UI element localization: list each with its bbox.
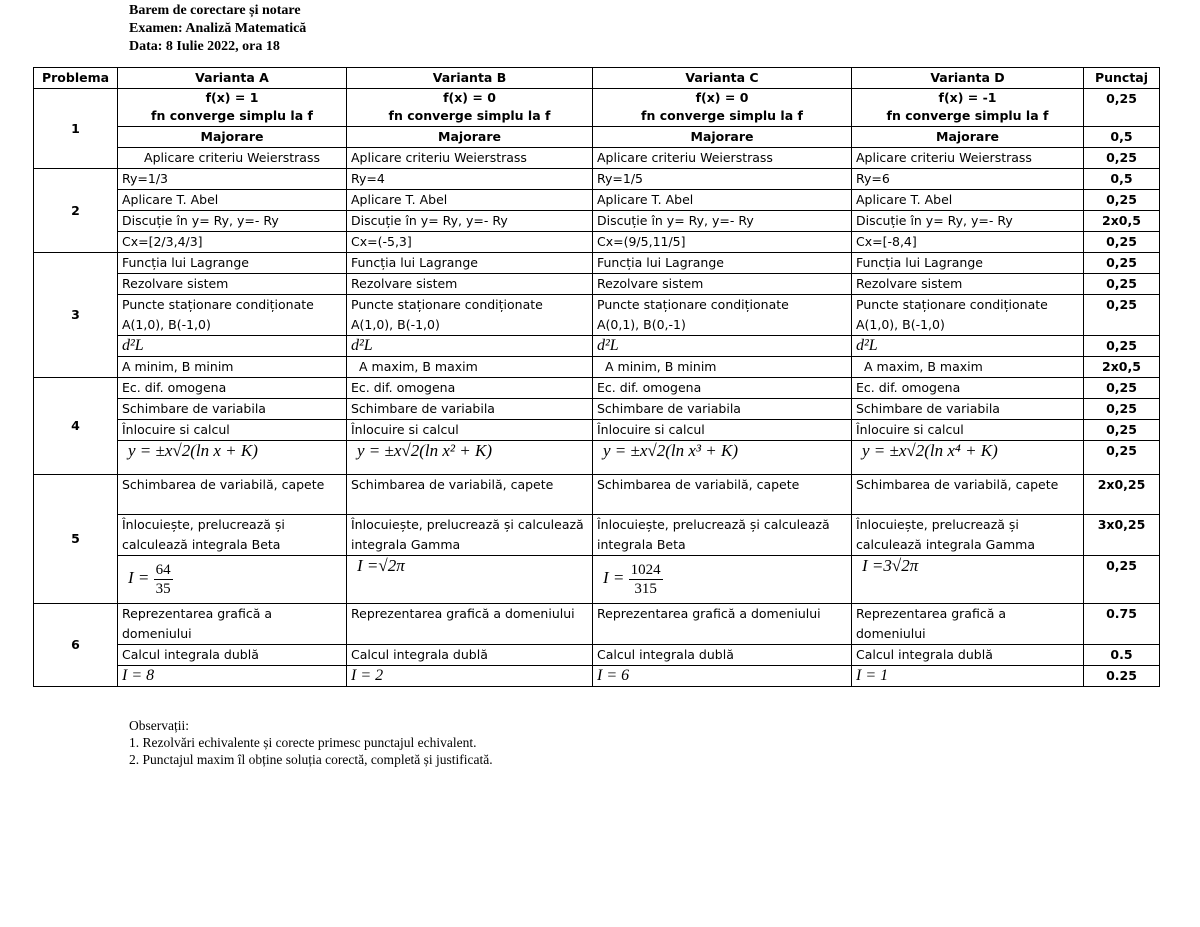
table-row — [34, 357, 1160, 378]
cell-a — [118, 295, 347, 336]
cell-c: Discuție în y= Ry, y=- Ry — [593, 211, 852, 232]
cell-c: Calcul integrala dublă — [593, 645, 852, 666]
problem-number: 3 — [34, 253, 118, 378]
convergence-text: fn converge simplu la f — [886, 108, 1049, 123]
cell-b: Schimbarea de variabilă, capete — [347, 475, 593, 515]
points-cell: 0,25 — [1084, 399, 1160, 420]
formula-radicand: 2(ln x² + K) — [410, 441, 492, 460]
result-coefficient: 3 — [883, 556, 892, 575]
integral-symbol: I = — [357, 556, 379, 575]
cell-c: Majorare — [593, 127, 852, 148]
problem-number: 1 — [34, 89, 118, 169]
cell-a — [118, 89, 347, 127]
cell-c: Înlocuiește, prelucrează și calculează integrala Beta — [593, 515, 852, 556]
table-row — [34, 148, 1160, 169]
problem-number: 6 — [34, 604, 118, 687]
col-header-varianta-c: Varianta C — [593, 68, 852, 89]
table-row — [34, 336, 1160, 357]
cell-c — [593, 295, 852, 336]
function-value: f(x) = 0 — [695, 90, 749, 105]
cell-c: Rezolvare sistem — [593, 274, 852, 295]
col-header-varianta-a: Varianta A — [118, 68, 347, 89]
formula-radicand: 2(ln x³ + K) — [656, 441, 738, 460]
cell-a: Discuție în y= Ry, y=- Ry — [118, 211, 347, 232]
cell-d: Înlocuire si calcul — [852, 420, 1084, 441]
sqrt-symbol: √ — [906, 441, 916, 460]
cell-a — [118, 556, 347, 604]
points-cell: 0.75 — [1084, 604, 1160, 645]
table-row — [34, 604, 1160, 645]
observation-item: 1. Rezolvări echivalente și corecte primesc punctajul echivalent. — [129, 735, 477, 750]
points-cell: 0,25 — [1084, 89, 1160, 127]
stationary-points-label: Puncte staționare condiționate — [122, 297, 314, 312]
points-cell: 0.5 — [1084, 645, 1160, 666]
result-radicand: 2π — [901, 556, 919, 575]
table-row — [34, 295, 1160, 336]
observations — [129, 717, 493, 768]
cell-d: Ec. dif. omogena — [852, 378, 1084, 399]
cell-b: Înlocuiește, prelucrează și calculează integrala Gamma — [347, 515, 593, 556]
points-cell: 2x0,5 — [1084, 357, 1160, 378]
problem-number: 5 — [34, 475, 118, 604]
table-row — [34, 399, 1160, 420]
cell-b: Ec. dif. omogena — [347, 378, 593, 399]
cell-b — [347, 295, 593, 336]
fraction-numerator: 64 — [155, 561, 171, 578]
exam-name: Examen: Analiză Matematică — [129, 21, 307, 36]
cell-c: Schimbare de variabila — [593, 399, 852, 420]
col-header-varianta-b: Varianta B — [347, 68, 593, 89]
cell-a: d²L — [118, 336, 347, 357]
fraction-numerator: 1024 — [630, 561, 661, 578]
cell-a: Schimbarea de variabilă, capete — [118, 475, 347, 515]
convergence-text: fn converge simplu la f — [151, 108, 313, 123]
formula-radicand: 2(ln x + K) — [181, 441, 258, 460]
cell-d: A maxim, B maxim — [852, 357, 1084, 378]
cell-d: Discuție în y= Ry, y=- Ry — [852, 211, 1084, 232]
formula-prefix: y = ±x — [862, 441, 907, 460]
sqrt-symbol: √ — [891, 556, 902, 575]
points-cell: 2x0,5 — [1084, 211, 1160, 232]
cell-d: Cx=[-8,4] — [852, 232, 1084, 253]
cell-c — [593, 441, 852, 475]
cell-c: Aplicare T. Abel — [593, 190, 852, 211]
cell-a: Funcția lui Lagrange — [118, 253, 347, 274]
cell-a: Rezolvare sistem — [118, 274, 347, 295]
points-cell: 0,25 — [1084, 556, 1160, 604]
cell-b: A maxim, B maxim — [347, 357, 593, 378]
cell-d — [852, 89, 1084, 127]
cell-d: Schimbare de variabila — [852, 399, 1084, 420]
cell-d — [852, 441, 1084, 475]
points-cell: 0.25 — [1084, 666, 1160, 687]
col-header-problema: Problema — [34, 68, 118, 89]
cell-c: Cx=(9/5,11/5] — [593, 232, 852, 253]
observation-item: 2. Punctajul maxim îl obține soluția corectă, completă și justificată. — [129, 752, 493, 767]
table-row — [34, 211, 1160, 232]
table-row — [34, 169, 1160, 190]
cell-c: Ec. dif. omogena — [593, 378, 852, 399]
cell-d: Aplicare T. Abel — [852, 190, 1084, 211]
cell-b: Ry=4 — [347, 169, 593, 190]
function-value: f(x) = 1 — [205, 90, 259, 105]
points-cell: 0,25 — [1084, 420, 1160, 441]
cell-d: Înlocuiește, prelucrează și calculează integrala Gamma — [852, 515, 1084, 556]
points-cell: 0,25 — [1084, 274, 1160, 295]
col-header-punctaj: Punctaj — [1084, 68, 1160, 89]
cell-a: Majorare — [118, 127, 347, 148]
cell-b — [347, 89, 593, 127]
cell-c: d²L — [593, 336, 852, 357]
cell-b: Aplicare T. Abel — [347, 190, 593, 211]
cell-b — [347, 556, 593, 604]
cell-d: Funcția lui Lagrange — [852, 253, 1084, 274]
cell-d: I = 1 — [852, 666, 1084, 687]
fraction — [154, 561, 173, 598]
fraction-denominator: 315 — [634, 580, 657, 597]
integral-symbol: I = — [603, 568, 625, 587]
points-cell: 0,25 — [1084, 441, 1160, 475]
cell-b: Aplicare criteriu Weierstrass — [347, 148, 593, 169]
convergence-text: fn converge simplu la f — [388, 108, 551, 123]
cell-a: I = 8 — [118, 666, 347, 687]
result-radicand: 2π — [387, 556, 405, 575]
cell-b: I = 2 — [347, 666, 593, 687]
function-value: f(x) = -1 — [938, 90, 997, 105]
formula-prefix: y = ±x — [357, 441, 402, 460]
problem-number: 2 — [34, 169, 118, 253]
cell-b — [347, 441, 593, 475]
convergence-text: fn converge simplu la f — [641, 108, 803, 123]
points-cell: 0,25 — [1084, 190, 1160, 211]
sqrt-symbol: √ — [172, 441, 182, 460]
integral-symbol: I = — [128, 568, 150, 587]
fraction — [629, 561, 663, 598]
document-title: Barem de corectare și notare — [129, 3, 301, 18]
table-row — [34, 378, 1160, 399]
document-header — [129, 2, 306, 56]
points-cell: 0,25 — [1084, 295, 1160, 336]
table-row — [34, 441, 1160, 475]
points-cell: 2x0,25 — [1084, 475, 1160, 515]
points-cell: 0,25 — [1084, 336, 1160, 357]
cell-d: Schimbarea de variabilă, capete — [852, 475, 1084, 515]
table-row — [34, 253, 1160, 274]
cell-c: Înlocuire si calcul — [593, 420, 852, 441]
cell-a: Reprezentarea grafică a domeniului — [118, 604, 347, 645]
cell-b: Înlocuire si calcul — [347, 420, 593, 441]
grading-table — [33, 67, 1160, 687]
cell-a: Cx=[2/3,4/3] — [118, 232, 347, 253]
cell-c: Reprezentarea grafică a domeniului — [593, 604, 852, 645]
formula-radicand: 2(ln x⁴ + K) — [915, 441, 998, 460]
table-row — [34, 420, 1160, 441]
cell-a: Calcul integrala dublă — [118, 645, 347, 666]
cell-d: Rezolvare sistem — [852, 274, 1084, 295]
stationary-points-label: Puncte staționare condiționate — [351, 297, 543, 312]
table-row — [34, 515, 1160, 556]
cell-a — [118, 441, 347, 475]
cell-d: Ry=6 — [852, 169, 1084, 190]
cell-b: Majorare — [347, 127, 593, 148]
cell-c — [593, 89, 852, 127]
cell-a: Înlocuiește, prelucrează și calculează integrala Beta — [118, 515, 347, 556]
cell-b: d²L — [347, 336, 593, 357]
cell-a: Ry=1/3 — [118, 169, 347, 190]
stationary-points-label: Puncte staționare condiționate — [597, 297, 789, 312]
formula-prefix: y = ±x — [603, 441, 648, 460]
cell-b: Schimbare de variabila — [347, 399, 593, 420]
table-row — [34, 190, 1160, 211]
table-row — [34, 645, 1160, 666]
formula-prefix: y = ±x — [128, 441, 173, 460]
table-row — [34, 89, 1160, 127]
problem-number: 4 — [34, 378, 118, 475]
points-cell: 0,25 — [1084, 232, 1160, 253]
exam-date: Data: 8 Iulie 2022, ora 18 — [129, 39, 280, 54]
points-cell: 0,25 — [1084, 378, 1160, 399]
cell-d: d²L — [852, 336, 1084, 357]
stationary-points: A(1,0), B(-1,0) — [856, 317, 945, 332]
cell-a: Schimbare de variabila — [118, 399, 347, 420]
cell-b: Discuție în y= Ry, y=- Ry — [347, 211, 593, 232]
table-row — [34, 475, 1160, 515]
cell-a: Ec. dif. omogena — [118, 378, 347, 399]
cell-c: A minim, B minim — [593, 357, 852, 378]
cell-a: Aplicare T. Abel — [118, 190, 347, 211]
cell-b: Funcția lui Lagrange — [347, 253, 593, 274]
points-cell: 0,5 — [1084, 169, 1160, 190]
stationary-points: A(1,0), B(-1,0) — [351, 317, 440, 332]
function-value: f(x) = 0 — [443, 90, 496, 105]
cell-c: Aplicare criteriu Weierstrass — [593, 148, 852, 169]
table-row — [34, 556, 1160, 604]
points-cell: 0,25 — [1084, 148, 1160, 169]
cell-d: Majorare — [852, 127, 1084, 148]
cell-c — [593, 556, 852, 604]
integral-symbol: I = — [862, 556, 884, 575]
sqrt-symbol: √ — [401, 441, 411, 460]
cell-a: Înlocuire si calcul — [118, 420, 347, 441]
cell-c: I = 6 — [593, 666, 852, 687]
cell-d — [852, 295, 1084, 336]
points-cell: 3x0,25 — [1084, 515, 1160, 556]
stationary-points: A(1,0), B(-1,0) — [122, 317, 211, 332]
cell-d — [852, 556, 1084, 604]
stationary-points-label: Puncte staționare condiționate — [856, 297, 1048, 312]
cell-c: Funcția lui Lagrange — [593, 253, 852, 274]
points-cell: 0,5 — [1084, 127, 1160, 148]
stationary-points: A(0,1), B(0,-1) — [597, 317, 686, 332]
fraction-denominator: 35 — [155, 580, 171, 597]
cell-b: Rezolvare sistem — [347, 274, 593, 295]
table-row — [34, 232, 1160, 253]
cell-c: Schimbarea de variabilă, capete — [593, 475, 852, 515]
sqrt-symbol: √ — [647, 441, 657, 460]
cell-d: Reprezentarea grafică a domeniului — [852, 604, 1084, 645]
cell-d: Calcul integrala dublă — [852, 645, 1084, 666]
sqrt-symbol: √ — [378, 556, 388, 575]
table-header-row — [34, 68, 1160, 89]
table-row — [34, 127, 1160, 148]
cell-a: Aplicare criteriu Weierstrass — [118, 148, 347, 169]
cell-d: Aplicare criteriu Weierstrass — [852, 148, 1084, 169]
points-cell: 0,25 — [1084, 253, 1160, 274]
cell-a: A minim, B minim — [118, 357, 347, 378]
col-header-varianta-d: Varianta D — [852, 68, 1084, 89]
cell-b: Cx=(-5,3] — [347, 232, 593, 253]
cell-b: Reprezentarea grafică a domeniului — [347, 604, 593, 645]
table-row — [34, 666, 1160, 687]
observations-title: Observații: — [129, 718, 189, 733]
cell-b: Calcul integrala dublă — [347, 645, 593, 666]
cell-c: Ry=1/5 — [593, 169, 852, 190]
table-row — [34, 274, 1160, 295]
